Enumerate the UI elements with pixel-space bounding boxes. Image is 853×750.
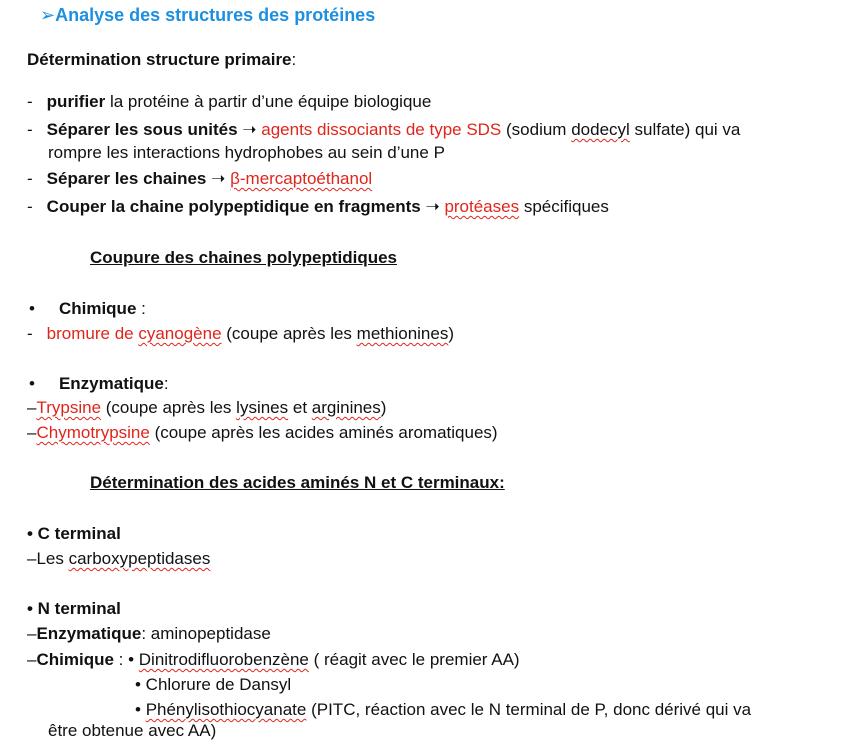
list-item-continuation: rompre les interactions hydrophobes au sein d’une P (48, 143, 445, 162)
item-text: (coupe après les (221, 324, 357, 343)
item-text: ) (380, 398, 387, 417)
spell-flagged-word: arginines (311, 398, 381, 417)
dash: – (27, 624, 37, 643)
bullet-enzymatique (29, 373, 169, 395)
enzyme-name: Trypsine (36, 398, 102, 417)
section-heading-terminals: Détermination des acides aminés N et C terminaux: (90, 473, 505, 492)
bullet: • (29, 374, 35, 393)
arrow-icon: ➝ (237, 120, 262, 139)
spell-flagged-word: cyanogène (138, 324, 222, 343)
n-terminal-label: • N terminal (27, 599, 121, 618)
spell-flagged-word: carboxypeptidases (68, 549, 211, 568)
item-text: ( réagit avec le premier AA) (308, 650, 520, 669)
list-item (27, 422, 498, 444)
item-text: (coupe après les acides aminés aromatiques) (149, 423, 498, 442)
item-text: sulfate) qui va (629, 120, 741, 139)
list-item (135, 699, 751, 721)
item-text: spécifiques (519, 197, 609, 216)
page-title: ➢Analyse des structures des protéines (40, 5, 376, 25)
item-bold: Séparer les sous unités (46, 120, 238, 139)
dash: - (27, 169, 33, 188)
item-text: la protéine à partir d’une équipe biologique (105, 92, 432, 111)
spell-flagged-word: dodecyl (571, 120, 630, 139)
dash: - (27, 324, 33, 343)
bullet: • (29, 299, 35, 318)
c-terminal-label: • C terminal (27, 524, 121, 543)
item-red: β-mercaptoéthanol (230, 169, 373, 188)
dash: – (27, 423, 37, 442)
arrow-icon: ➝ (206, 169, 231, 188)
enzyme-name: Chymotrypsine (36, 423, 150, 442)
list-item (27, 196, 609, 218)
dash: – (27, 650, 37, 669)
item-text: (PITC, réaction avec le N terminal de P, donc dérivé qui va (306, 700, 752, 719)
list-item (27, 91, 431, 113)
list-item (27, 168, 372, 190)
item-text: et (288, 398, 312, 417)
list-item (27, 548, 210, 570)
spell-flagged-word: Dinitrodifluorobenzène (138, 650, 309, 669)
list-item (27, 119, 740, 141)
arrow-icon: ➝ (420, 197, 445, 216)
item-red: bromure de (46, 324, 139, 343)
item-bold: Séparer les chaines (46, 169, 207, 188)
list-item-continuation: être obtenue avec AA) (48, 721, 217, 740)
list-item (27, 649, 520, 671)
list-item: • Chlorure de Dansyl (135, 675, 292, 694)
item-bold: Enzymatique (36, 624, 142, 643)
enz-colon: : (163, 374, 169, 393)
item-bold: purifier (46, 92, 106, 111)
item-red: protéases (444, 197, 520, 216)
item-text: (sodium (501, 120, 572, 139)
dash: – (27, 398, 37, 417)
dash: - (27, 120, 33, 139)
enz-label: Enzymatique (58, 374, 164, 393)
list-item (27, 623, 271, 645)
item-text: : • (113, 650, 139, 669)
section-heading-cuts: Coupure des chaines polypeptidiques (90, 248, 397, 267)
dash: - (27, 92, 33, 111)
chem-colon: : (136, 299, 146, 318)
item-bold: Couper la chaine polypeptidique en fragments (46, 197, 421, 216)
item-text: –Les (27, 549, 69, 568)
item-text: : aminopeptidase (141, 624, 271, 643)
section-heading-primary (27, 49, 296, 71)
heading-colon: : (291, 50, 297, 69)
list-item (27, 397, 386, 419)
list-item (27, 323, 454, 345)
spell-flagged-word: Phénylisothiocyanate (145, 700, 307, 719)
item-bold: Chimique (36, 650, 114, 669)
item-red: agents dissociants de type SDS (261, 120, 502, 139)
item-text: (coupe après les (101, 398, 237, 417)
heading-text: Détermination structure primaire (27, 50, 292, 69)
spell-flagged-word: methionines (356, 324, 449, 343)
item-text: • (135, 700, 146, 719)
spell-flagged-word: lysines (236, 398, 289, 417)
chem-label: Chimique (58, 299, 137, 318)
dash: - (27, 197, 33, 216)
item-text: ) (448, 324, 455, 343)
bullet-chimique (29, 298, 146, 320)
